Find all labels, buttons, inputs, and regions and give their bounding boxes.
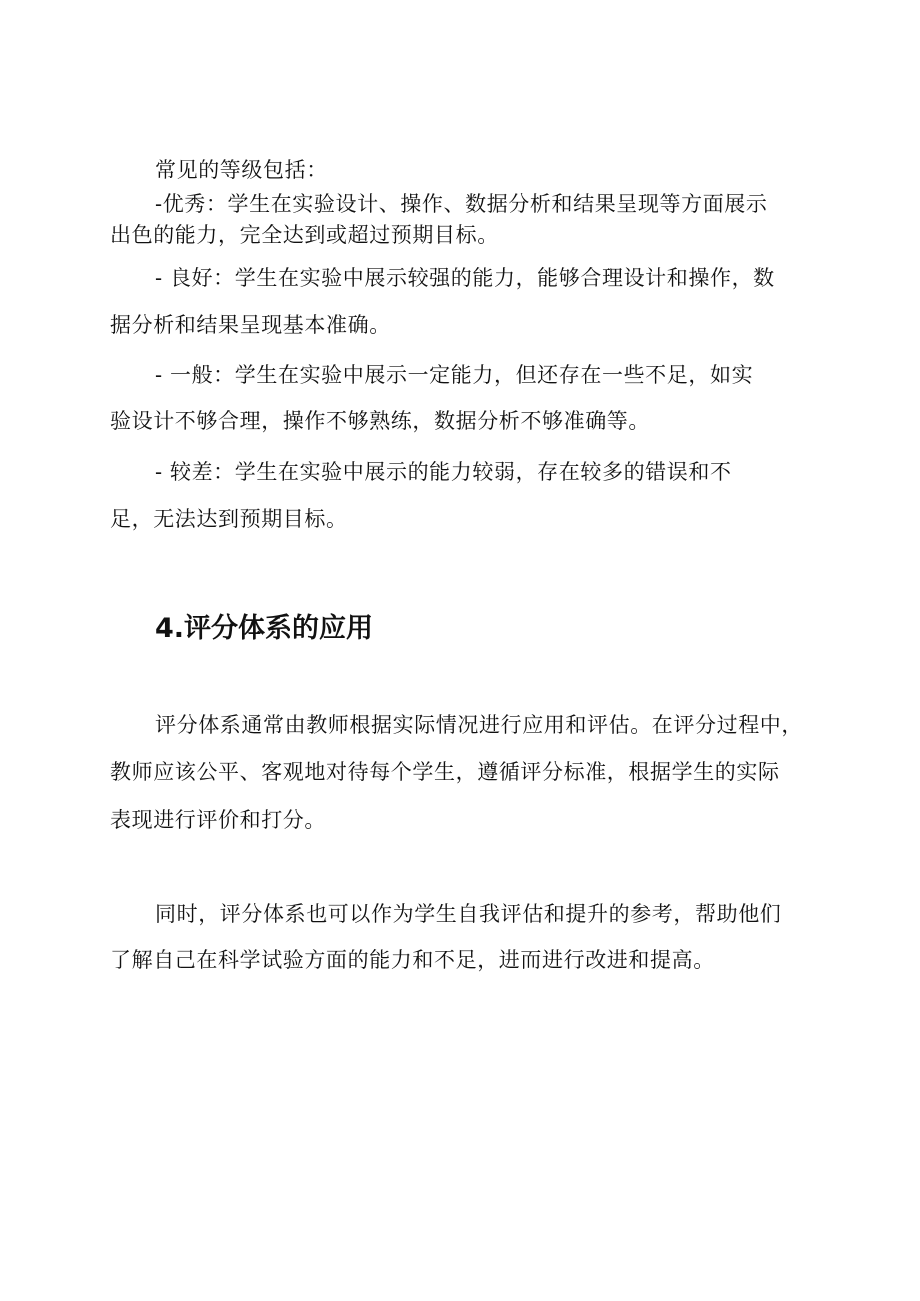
grade-good-line2: 据分析和结果呈现基本准确。 xyxy=(110,313,391,337)
grade-excellent-line1: -优秀：学生在实验设计、操作、数据分析和结果呈现等方面展示 xyxy=(155,192,768,216)
grade-poor-line2: 足，无法达到预期目标。 xyxy=(110,507,348,531)
grades-intro: 常见的等级包括： xyxy=(155,158,328,182)
grade-excellent-line2: 出色的能力，完全达到或超过预期目标。 xyxy=(110,223,499,247)
grade-average-line1: - 一般：学生在实验中展示一定能力，但还存在一些不足，如实 xyxy=(155,363,754,387)
grade-average-line2: 验设计不够合理，操作不够熟练，数据分析不够准确等。 xyxy=(110,409,650,433)
grade-poor-line1: - 较差：学生在实验中展示的能力较弱，存在较多的错误和不 xyxy=(155,460,732,484)
para2-line2: 了解自己在科学试验方面的能力和不足，进而进行改进和提高。 xyxy=(110,948,715,972)
para1-line1: 评分体系通常由教师根据实际情况进行应用和评估。在评分过程中， xyxy=(155,713,803,737)
section-heading: 4.评分体系的应用 xyxy=(155,613,374,644)
para1-line3: 表现进行评价和打分。 xyxy=(110,808,326,832)
para2-line1: 同时，评分体系也可以作为学生自我评估和提升的参考，帮助他们 xyxy=(155,902,782,926)
grade-good-line1: - 良好：学生在实验中展示较强的能力，能够合理设计和操作，数 xyxy=(155,266,775,290)
para1-line2: 教师应该公平、客观地对待每个学生，遵循评分标准，根据学生的实际 xyxy=(110,760,780,784)
